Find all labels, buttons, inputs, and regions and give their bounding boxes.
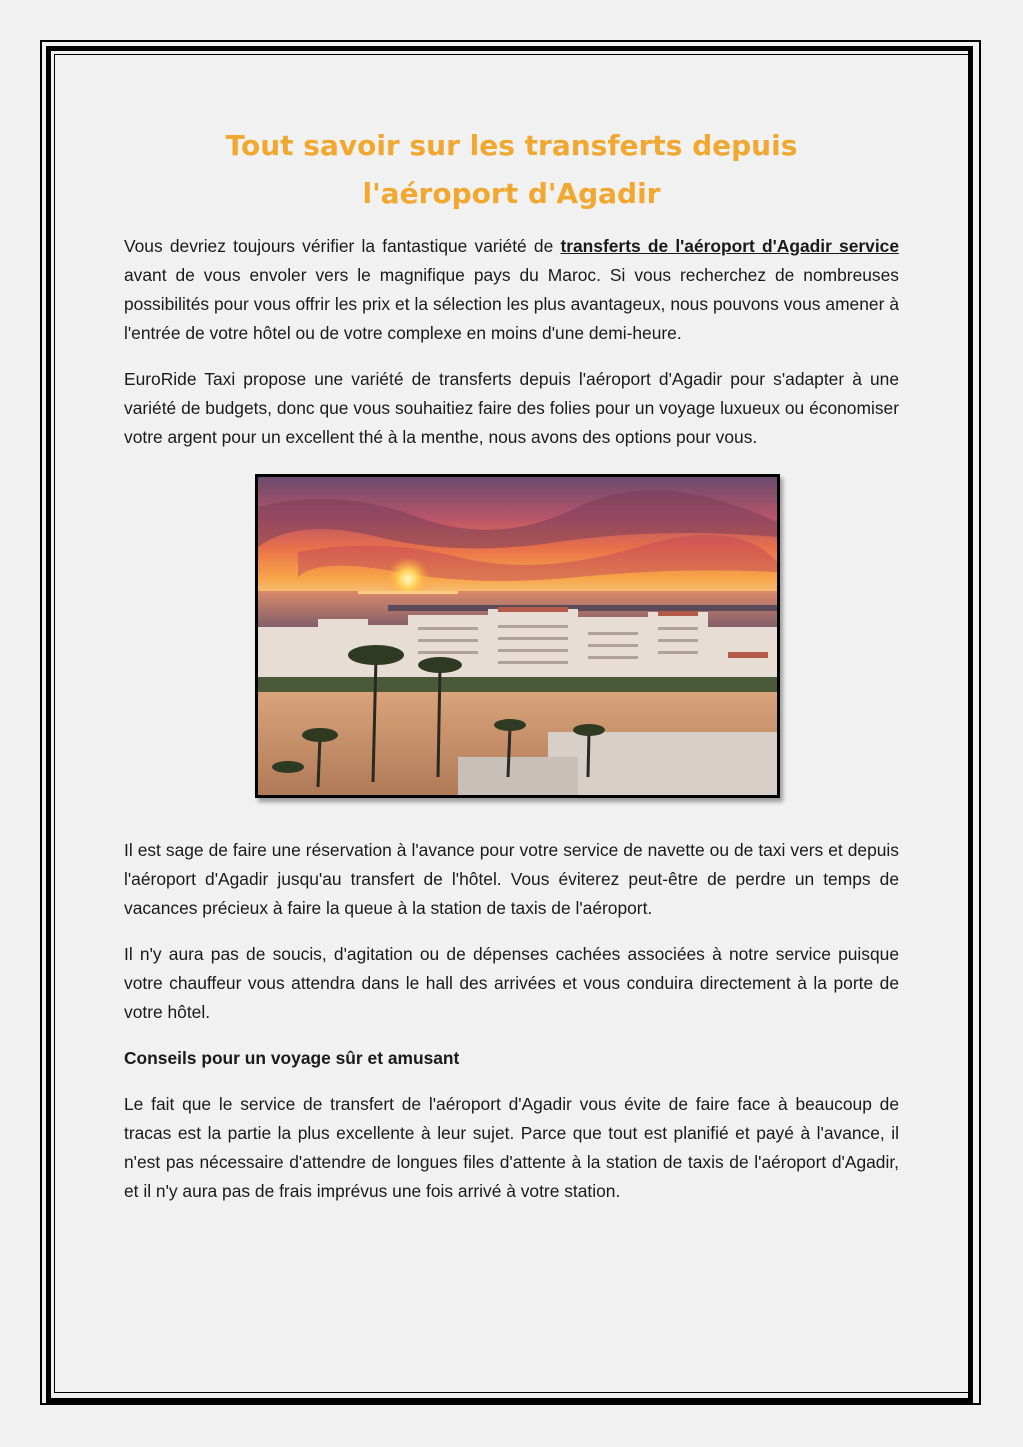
paragraph-no-worries: Il n'y aura pas de soucis, d'agitation ou de dépenses cachées associées à notre service puisque votre chauffeur vous attendra dans le hall des arrivées et vous conduira directement à la porte de votre hôtel. xyxy=(124,944,899,1022)
paragraph-euroride: EuroRide Taxi propose une variété de transferts depuis l'aéroport d'Agadir pour s'adapter à une variété de budgets, donc que vous souhaitiez faire des folies pour un voyage luxueux ou économiser votre argent pour un excellent thé à la menthe, nous avons des options pour vous. xyxy=(124,369,899,447)
agadir-sunset-photo xyxy=(255,474,780,798)
section-heading-tips: Conseils pour un voyage sûr et amusant xyxy=(124,1048,460,1068)
page-title: Tout savoir sur les transferts depuis l'aéroport d'Agadir xyxy=(225,129,798,210)
paragraph-transfer-benefits: Le fait que le service de transfert de l'aéroport d'Agadir vous évite de faire face à beaucoup de tracas est la partie la plus excellente à leur sujet. Parce que tout est planifié et payé à l'avance, il n'est pas nécessaire d'attendre de longues files d'attente à la station de taxis de l'aéroport d'Agadir, et il n'y aura pas de frais imprévus une fois arrivé à votre station. xyxy=(124,1094,899,1201)
agadir-sunset-illustration xyxy=(258,477,777,795)
transfer-service-link[interactable]: transferts de l'aéroport d'Agadir service xyxy=(560,236,899,256)
paragraph-reservation: Il est sage de faire une réservation à l'avance pour votre service de navette ou de taxi vers et depuis l'aéroport d'Agadir jusqu'au transfert de l'hôtel. Vous éviterez peut-être de perdre un temps de vacances précieux à faire la queue à la station de taxis de l'aéroport. xyxy=(124,840,899,918)
document-content xyxy=(124,122,899,1223)
paragraph-intro-text-end: avant de vous envoler vers le magnifique pays du Maroc. Si vous recherchez de nombreuses possibilités pour vous offrir les prix et la sélection les plus avantageux, nous pouvons vous amener à l'entrée de votre hôtel ou de votre complexe en moins d'une demi-heure. xyxy=(124,265,899,343)
paragraph-intro-text-start: Vous devriez toujours vérifier la fantastique variété de xyxy=(124,236,561,256)
paragraph-intro xyxy=(124,232,899,348)
